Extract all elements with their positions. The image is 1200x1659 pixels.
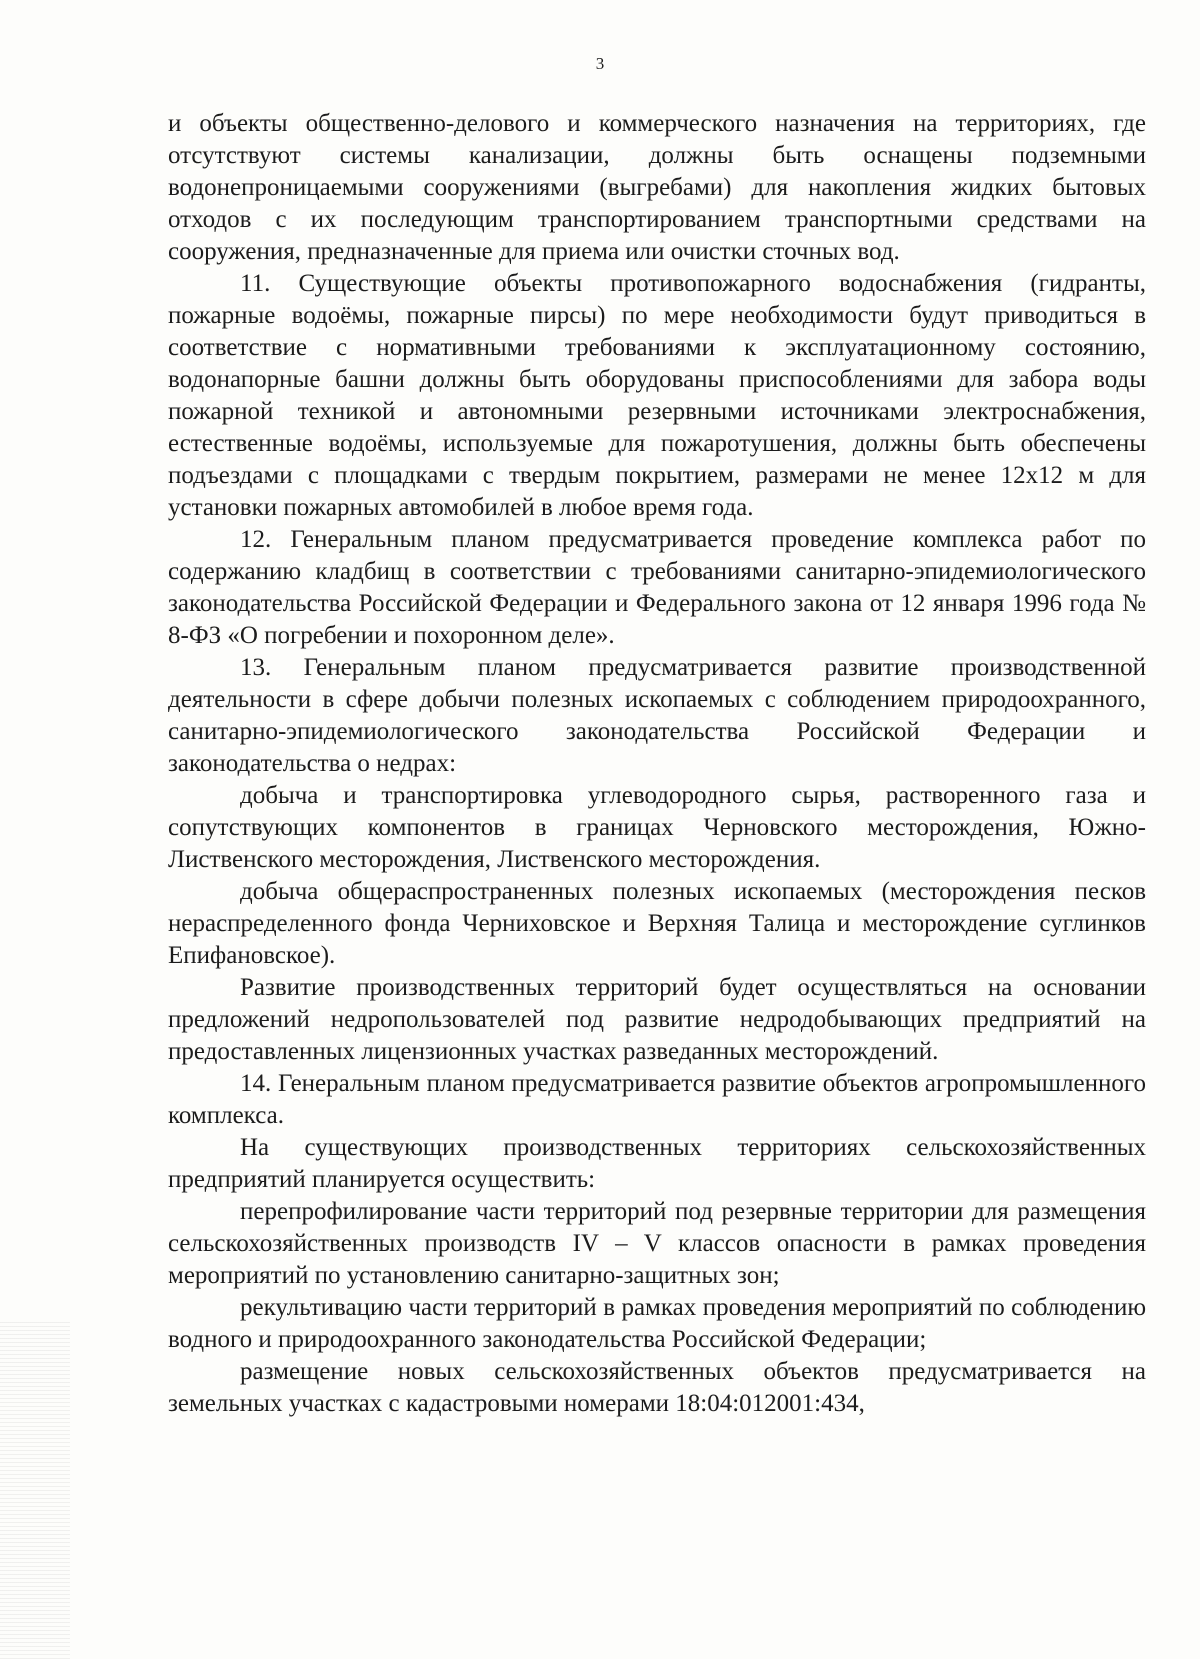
page-number: 3: [595, 54, 605, 73]
scan-noise-edge: [0, 1319, 70, 1659]
paragraph-12-cemeteries: 12. Генеральным планом предусматривается проведение комплекса работ по содержанию кладбищ в соответствии с требованиями санитарно-эпидемиологического законодательства Российской Федерации и Федерального закона от 12 января 1996 года № 8-ФЗ «О погребении и похоронном деле».: [168, 526, 1146, 649]
paragraph-industrial-development: Развитие производственных территорий будет осуществляться на основании предложений недропользователей под развитие недродобывающих предприятий на предоставленных лицензионных участках разведанных месторождений.: [168, 974, 1146, 1065]
paragraph-existing-territories: На существующих производственных территориях сельскохозяйственных предприятий планируется осуществить:: [168, 1134, 1146, 1193]
paragraph-hydrocarbon-extraction: добыча и транспортировка углеводородного сырья, растворенного газа и сопутствующих компонентов в границах Черновского месторождения, Южно-Лиственского месторождения, Лиственского месторождения.: [168, 782, 1146, 873]
paragraph-13-mining: 13. Генеральным планом предусматривается развитие производственной деятельности в сфере добычи полезных ископаемых с соблюдением природоохранного, санитарно-эпидемиологического законодательства Российской Федерации и законодательства о недрах:: [168, 654, 1146, 777]
paragraph-11-fire-water-supply: 11. Существующие объекты противопожарного водоснабжения (гидранты, пожарные водоёмы, пожарные пирсы) по мере необходимости будут приводиться в соответствие с нормативными требованиями к эксплуатационному состоянию, водонапорные башни должны быть оборудованы приспособлениями для забора воды пожарной техникой и автономными резервными источниками электроснабжения, естественные водоёмы, используемые для пожаротушения, должны быть обеспечены подъездами с площадками с твердым покрытием, размерами не менее 12х12 м для установки пожарных автомобилей в любое время года.: [168, 270, 1146, 521]
paragraph-continuation: и объекты общественно-делового и коммерческого назначения на территориях, где отсутствуют системы канализации, должны быть оснащены подземными водонепроницаемыми сооружениями (выгребами) для накопления жидких бытовых отходов с их последующим транспортированием транспортными средствами на сооружения, предназначенные для приема или очистки сточных вод.: [168, 110, 1146, 265]
paragraph-new-objects: размещение новых сельскохозяйственных объектов предусматривается на земельных участках с кадастровыми номерами 18:04:012001:434,: [168, 1358, 1146, 1417]
paragraph-reprofiling: перепрофилирование части территорий под резервные территории для размещения сельскохозяйственных производств IV – V классов опасности в рамках проведения мероприятий по установлению санитарно-защитных зон;: [168, 1198, 1146, 1289]
paragraph-14-agro-industrial: 14. Генеральным планом предусматривается развитие объектов агропромышленного комплекса.: [168, 1070, 1146, 1129]
document-body: [168, 108, 1146, 1420]
paragraph-recultivation: рекультивацию части территорий в рамках проведения мероприятий по соблюдению водного и природоохранного законодательства Российской Федерации;: [168, 1294, 1146, 1353]
paragraph-common-minerals: добыча общераспространенных полезных ископаемых (месторождения песков нераспределенного фонда Черниховское и Верхняя Талица и месторождение суглинков Епифановское).: [168, 878, 1146, 969]
